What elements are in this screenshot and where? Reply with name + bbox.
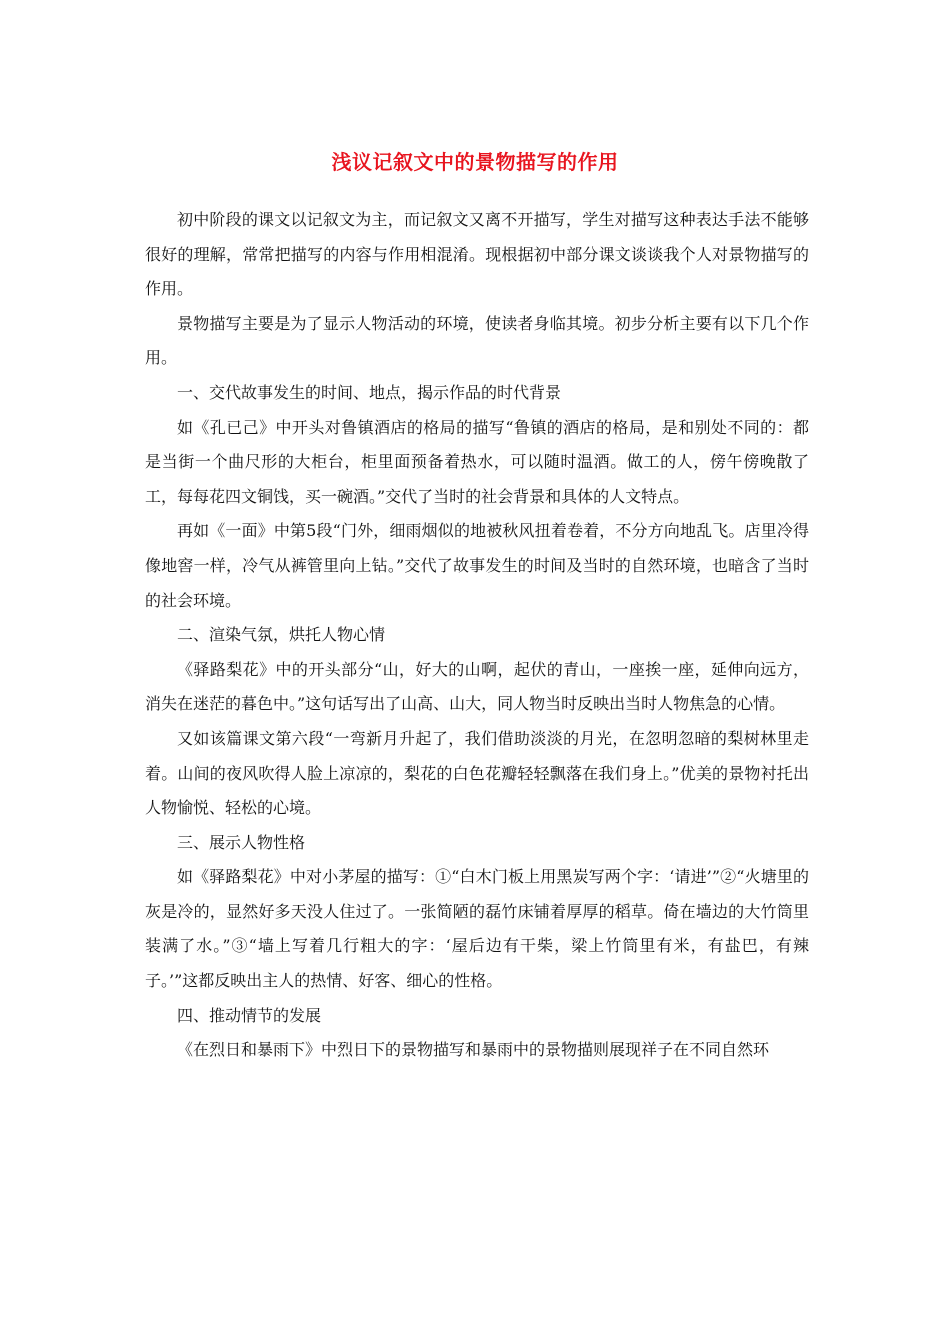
- paragraph-example-yilulihua-1: 《驿路梨花》中的开头部分“山，好大的山啊，起伏的青山，一座挨一座，延伸向远方，消失在迷茫的暮色中。”这句话写出了山高、山大，同人物当时反映出当时人物焦急的心情。: [145, 659, 809, 714]
- paragraph-example-yimian: 再如《一面》中第5段“门外，细雨烟似的地被秋风扭着卷着，不分方向地乱飞。店里冷得像地窖一样，冷气从裤管里向上钻。”交代了故事发生的时间及当时的自然环境，也暗含了当时的社会环境。: [145, 521, 809, 610]
- paragraph-intro: 初中阶段的课文以记叙文为主，而记叙文又离不开描写，学生对描写这种表达手法不能够很好的理解，常常把描写的内容与作用相混淆。现根据初中部分课文谈谈我个人对景物描写的作用。: [145, 210, 809, 299]
- paragraph-overview: 景物描写主要是为了显示人物活动的环境，使读者身临其境。初步分析主要有以下几个作用。: [145, 313, 809, 368]
- document-body: [145, 203, 809, 1068]
- section-heading-4: 四、推动情节的发展: [177, 1005, 322, 1025]
- paragraph-example-lieri: 《在烈日和暴雨下》中烈日下的景物描写和暴雨中的景物描则展现祥子在不同自然环: [177, 1040, 770, 1060]
- paragraph-example-yilulihua-2: 又如该篇课文第六段“一弯新月升起了，我们借助淡淡的月光，在忽明忽暗的梨树林里走着。山间的夜风吹得人脸上凉凉的，梨花的白色花瓣轻轻飘落在我们身上。”优美的景物衬托出人物愉悦、轻松的心境。: [145, 728, 809, 818]
- document-title: 浅议记叙文中的景物描写的作用: [331, 150, 619, 174]
- section-heading-1: 一、交代故事发生的时间、地点，揭示作品的时代背景: [177, 382, 562, 402]
- paragraph-example-maowu: 如《驿路梨花》中对小茅屋的描写：①“白木门板上用黑炭写两个字：‘请进’”②“火塘里的灰是冷的，显然好多天没人住过了。一张简陋的磊竹床铺着厚厚的稻草。倚在墙边的大竹筒里装满了水。”③“墙上写着几行粗大的字：‘屋后边有干柴，梁上竹筒里有米，有盐巴，有辣子。’”这都反映出主人的热情、好客、细心的性格。: [145, 867, 809, 991]
- section-heading-3: 三、展示人物性格: [177, 832, 306, 852]
- section-heading-2: 二、渲染气氛，烘托人物心情: [177, 625, 386, 645]
- paragraph-example-kongyiji: 如《孔已己》中开头对鲁镇酒店的格局的描写“鲁镇的酒店的格局，是和别处不同的：都是当街一个曲尺形的大柜台，柜里面预备着热水，可以随时温酒。做工的人，傍午傍晚散了工，每每花四文铜饯，买一碗酒。”交代了当时的社会背景和具体的人文特点。: [145, 417, 809, 506]
